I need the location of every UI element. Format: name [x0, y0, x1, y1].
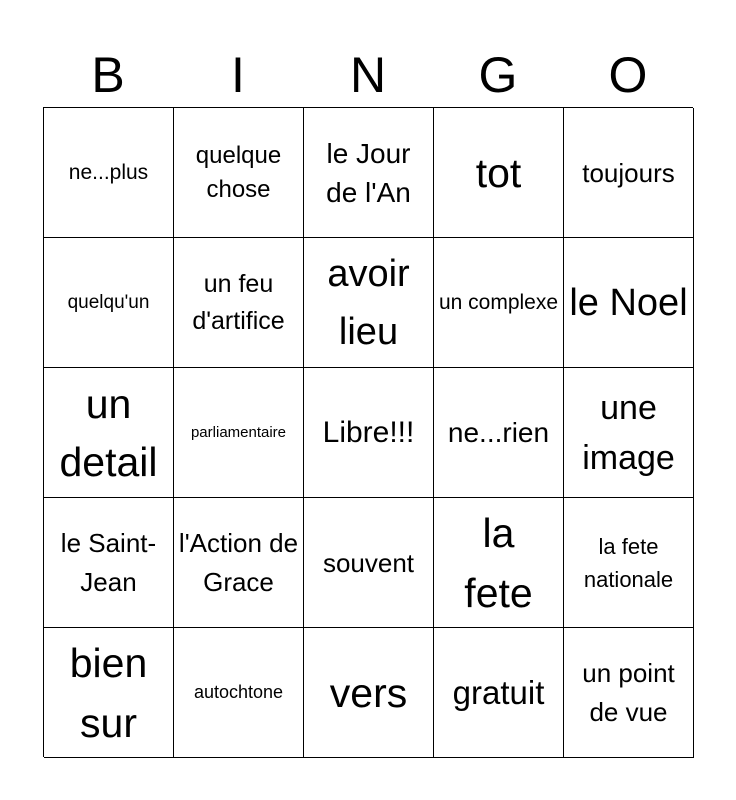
cell-label: gratuit	[452, 673, 545, 711]
bingo-cell[interactable]	[174, 238, 304, 368]
bingo-card-grid	[43, 107, 693, 757]
header-letter-i: I	[231, 47, 245, 103]
cell-label: la fete nationale	[583, 533, 674, 592]
cell-label: une image	[582, 388, 675, 477]
cell-label: bien sur	[69, 639, 148, 746]
bingo-cell[interactable]	[174, 628, 304, 758]
bingo-cell[interactable]	[44, 628, 174, 758]
bingo-cell[interactable]	[174, 498, 304, 628]
cell-label: ne...rien	[447, 417, 550, 448]
cell-label: un point de vue	[582, 657, 675, 727]
cell-label: le Saint-Jean	[60, 527, 157, 597]
cell-label: toujours	[582, 157, 675, 188]
cell-label: souvent	[322, 547, 415, 578]
bingo-cell[interactable]	[304, 108, 434, 238]
bingo-cell[interactable]	[44, 368, 174, 498]
bingo-cell[interactable]	[434, 108, 564, 238]
cell-label: quelqu'un	[67, 292, 150, 313]
cell-label: le Noel	[569, 281, 688, 324]
bingo-cell[interactable]	[44, 238, 174, 368]
bingo-cell[interactable]	[174, 108, 304, 238]
cell-label: vers	[329, 669, 408, 716]
cell-label: parliamentaire	[190, 424, 287, 441]
cell-label: tot	[475, 149, 522, 196]
bingo-cell[interactable]	[304, 628, 434, 758]
bingo-cell[interactable]	[174, 368, 304, 498]
bingo-cell[interactable]	[304, 498, 434, 628]
header-letter-b: B	[91, 47, 125, 103]
cell-label: un feu d'artifice	[192, 269, 285, 335]
cell-label: ne...plus	[68, 161, 149, 184]
bingo-cell[interactable]	[434, 628, 564, 758]
cell-label: un detail	[59, 380, 158, 485]
bingo-cell[interactable]	[44, 498, 174, 628]
bingo-cell[interactable]	[564, 498, 694, 628]
bingo-cell[interactable]	[44, 108, 174, 238]
cell-label: autochtone	[193, 682, 284, 702]
cell-label: l'Action de Grace	[178, 527, 299, 597]
bingo-cell[interactable]	[564, 368, 694, 498]
cell-label: un complexe	[438, 291, 559, 314]
cell-label: avoir lieu	[327, 252, 410, 353]
bingo-cell[interactable]	[304, 238, 434, 368]
bingo-header	[43, 42, 693, 108]
cell-label: le Jour de l'An	[326, 137, 411, 208]
bingo-cell[interactable]	[434, 498, 564, 628]
bingo-cell[interactable]	[564, 238, 694, 368]
bingo-cell[interactable]	[564, 628, 694, 758]
bingo-cell[interactable]	[304, 368, 434, 498]
header-letter-n: N	[349, 47, 387, 103]
header-letter-g: G	[478, 47, 518, 103]
cell-label: quelque chose	[195, 141, 282, 203]
bingo-cell[interactable]	[434, 238, 564, 368]
cell-label: Libre!!!	[322, 416, 415, 449]
header-letter-o: O	[608, 47, 648, 103]
bingo-cell[interactable]	[564, 108, 694, 238]
cell-label: la fete	[464, 509, 533, 616]
bingo-cell[interactable]	[434, 368, 564, 498]
